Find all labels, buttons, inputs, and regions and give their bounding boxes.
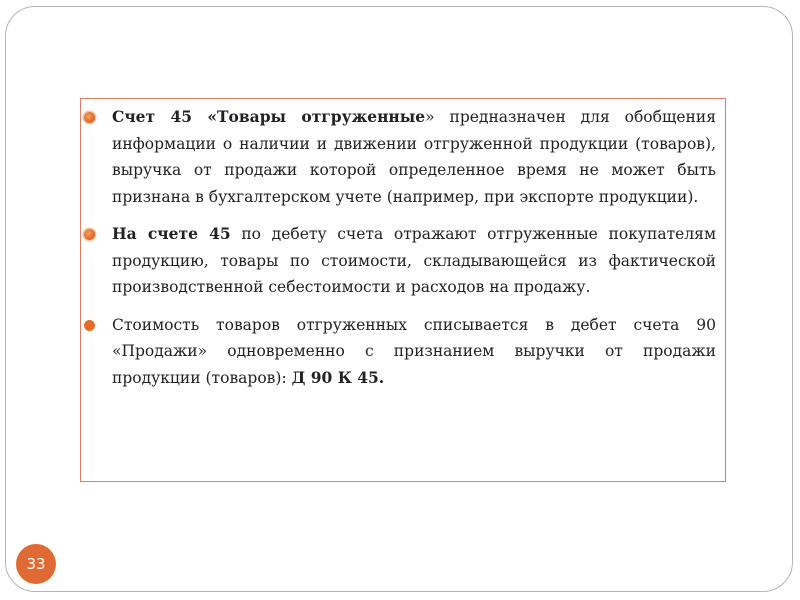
bullet-1-text: » предназначен для обобщения информации о наличии и движении отгруженной продукции (товаров), выручка от продажи которой определенное время не может быть признана в бухгалтерском учете (например, при экспорте продукции). — [112, 108, 716, 206]
sun-bullet-icon — [84, 229, 95, 240]
sun-bullet-icon — [84, 112, 95, 123]
bullet-3-entry: Д 90 К 45. — [291, 367, 385, 387]
bullet-list — [82, 104, 716, 402]
dot-bullet-icon — [84, 320, 95, 331]
bullet-item-1 — [82, 104, 716, 210]
bullet-2-text: по дебету счета отражают отгруженные покупателям продукцию, товары по стоимости, складывающейся из фактической производственной себестоимости и расходов на продажу. — [112, 225, 716, 296]
bullet-2-heading: На счете 45 — [112, 224, 231, 243]
bullet-item-2 — [82, 221, 716, 301]
bullet-item-3 — [82, 312, 716, 392]
page-number-badge: 33 — [16, 544, 56, 584]
bullet-1-heading: Счет 45 «Товары отгруженные — [112, 107, 426, 126]
bullet-3-text: Стоимость товаров отгруженных списывается в дебет счета 90 «Продажи» одновременно с признанием выручки от продажи продукции (товаров): — [112, 315, 716, 387]
